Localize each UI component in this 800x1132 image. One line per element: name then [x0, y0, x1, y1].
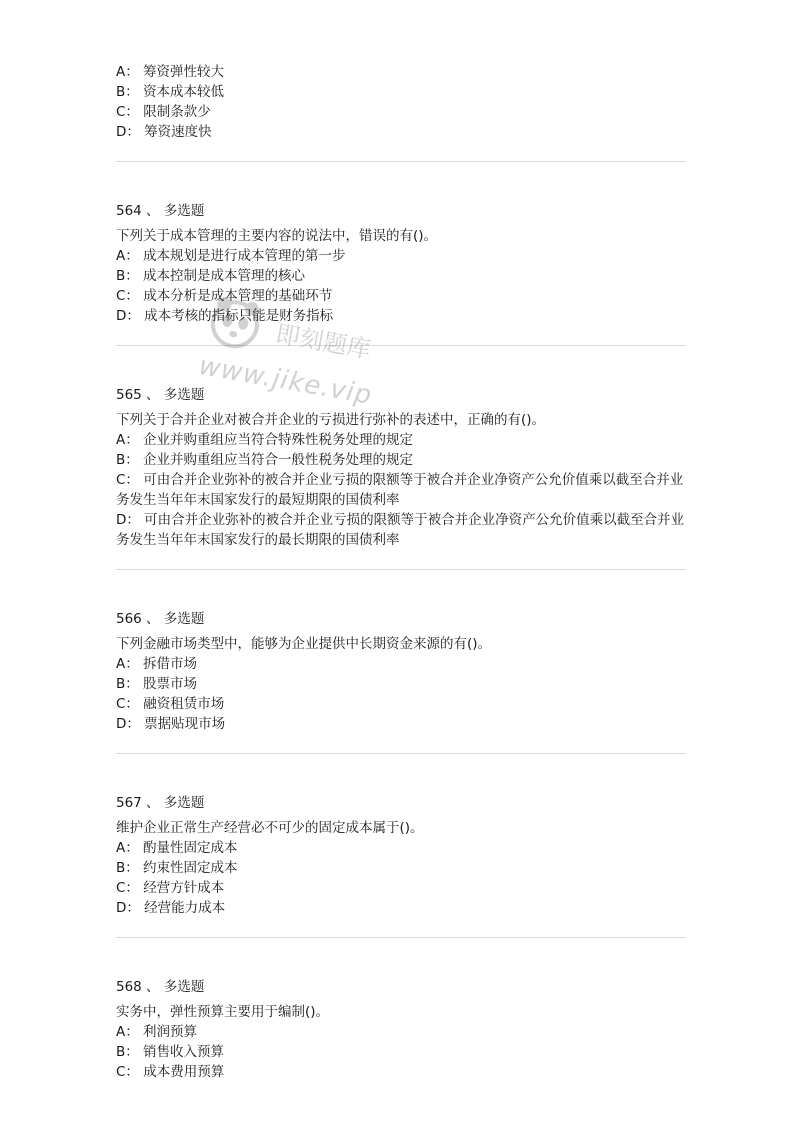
option-b: B： 销售收入预算 — [116, 1044, 225, 1060]
question-564 — [116, 201, 686, 326]
option-b: B： 约束性固定成本 — [116, 860, 238, 876]
option-c: C： 融资租赁市场 — [116, 696, 225, 712]
question-566 — [116, 609, 686, 734]
question-568 — [116, 977, 686, 1082]
divider — [116, 753, 686, 754]
question-number: 564 、 多选题 — [116, 203, 205, 219]
question-number: 567 、 多选题 — [116, 795, 205, 811]
question-567 — [116, 793, 686, 918]
question-number: 565 、 多选题 — [116, 387, 205, 403]
option-c: C： 经营方针成本 — [116, 880, 225, 896]
option-b: B： 资本成本较低 — [116, 84, 225, 100]
option-a: A： 酌量性固定成本 — [116, 840, 238, 856]
option-c: C： 成本费用预算 — [116, 1064, 225, 1080]
option-b: B： 企业并购重组应当符合一般性税务处理的规定 — [116, 452, 414, 468]
question-number: 568 、 多选题 — [116, 979, 205, 995]
question-stem: 下列金融市场类型中，能够为企业提供中长期资金来源的有()。 — [116, 636, 492, 652]
question-stem: 下列关于合并企业对被合并企业的亏损进行弥补的表述中，正确的有()。 — [116, 412, 546, 428]
question-stem: 维护企业正常生产经营必不可少的固定成本属于()。 — [116, 820, 424, 836]
option-a: A： 筹资弹性较大 — [116, 64, 225, 80]
divider — [116, 345, 686, 346]
question-number: 566 、 多选题 — [116, 611, 205, 627]
option-a: A： 拆借市场 — [116, 656, 198, 672]
divider — [116, 937, 686, 938]
option-a: A： 利润预算 — [116, 1024, 198, 1040]
divider — [116, 161, 686, 162]
question-document — [116, 62, 686, 1082]
watermark-url: www.jike.vip — [196, 350, 375, 411]
option-b: B： 成本控制是成本管理的核心 — [116, 268, 306, 284]
option-a: A： 企业并购重组应当符合特殊性税务处理的规定 — [116, 432, 414, 448]
option-c: C： 可由合并企业弥补的被合并企业亏损的限额等于被合并企业净资产公允价值乘以截至合并业务发生当年年末国家发行的最短期限的国债利率 — [116, 472, 684, 508]
divider — [116, 569, 686, 570]
question-565 — [116, 385, 686, 550]
option-d: D： 可由合并企业弥补的被合并企业亏损的限额等于被合并企业净资产公允价值乘以截至合并业务发生当年年末国家发行的最长期限的国债利率 — [116, 512, 685, 548]
option-d: D： 票据贴现市场 — [116, 716, 226, 732]
watermark-brand: 即刻题库 — [273, 319, 373, 365]
option-b: B： 股票市场 — [116, 676, 198, 692]
option-d: D： 筹资速度快 — [116, 124, 212, 140]
option-d: D： 经营能力成本 — [116, 900, 226, 916]
question-stem: 实务中，弹性预算主要用于编制()。 — [116, 1004, 330, 1020]
option-a: A： 成本规划是进行成本管理的第一步 — [116, 248, 346, 264]
option-c: C： 限制条款少 — [116, 104, 211, 120]
option-c: C： 成本分析是成本管理的基础环节 — [116, 288, 333, 304]
question-563-options — [116, 62, 686, 142]
option-d: D： 成本考核的指标只能是财务指标 — [116, 308, 334, 324]
question-stem: 下列关于成本管理的主要内容的说法中，错误的有()。 — [116, 228, 438, 244]
